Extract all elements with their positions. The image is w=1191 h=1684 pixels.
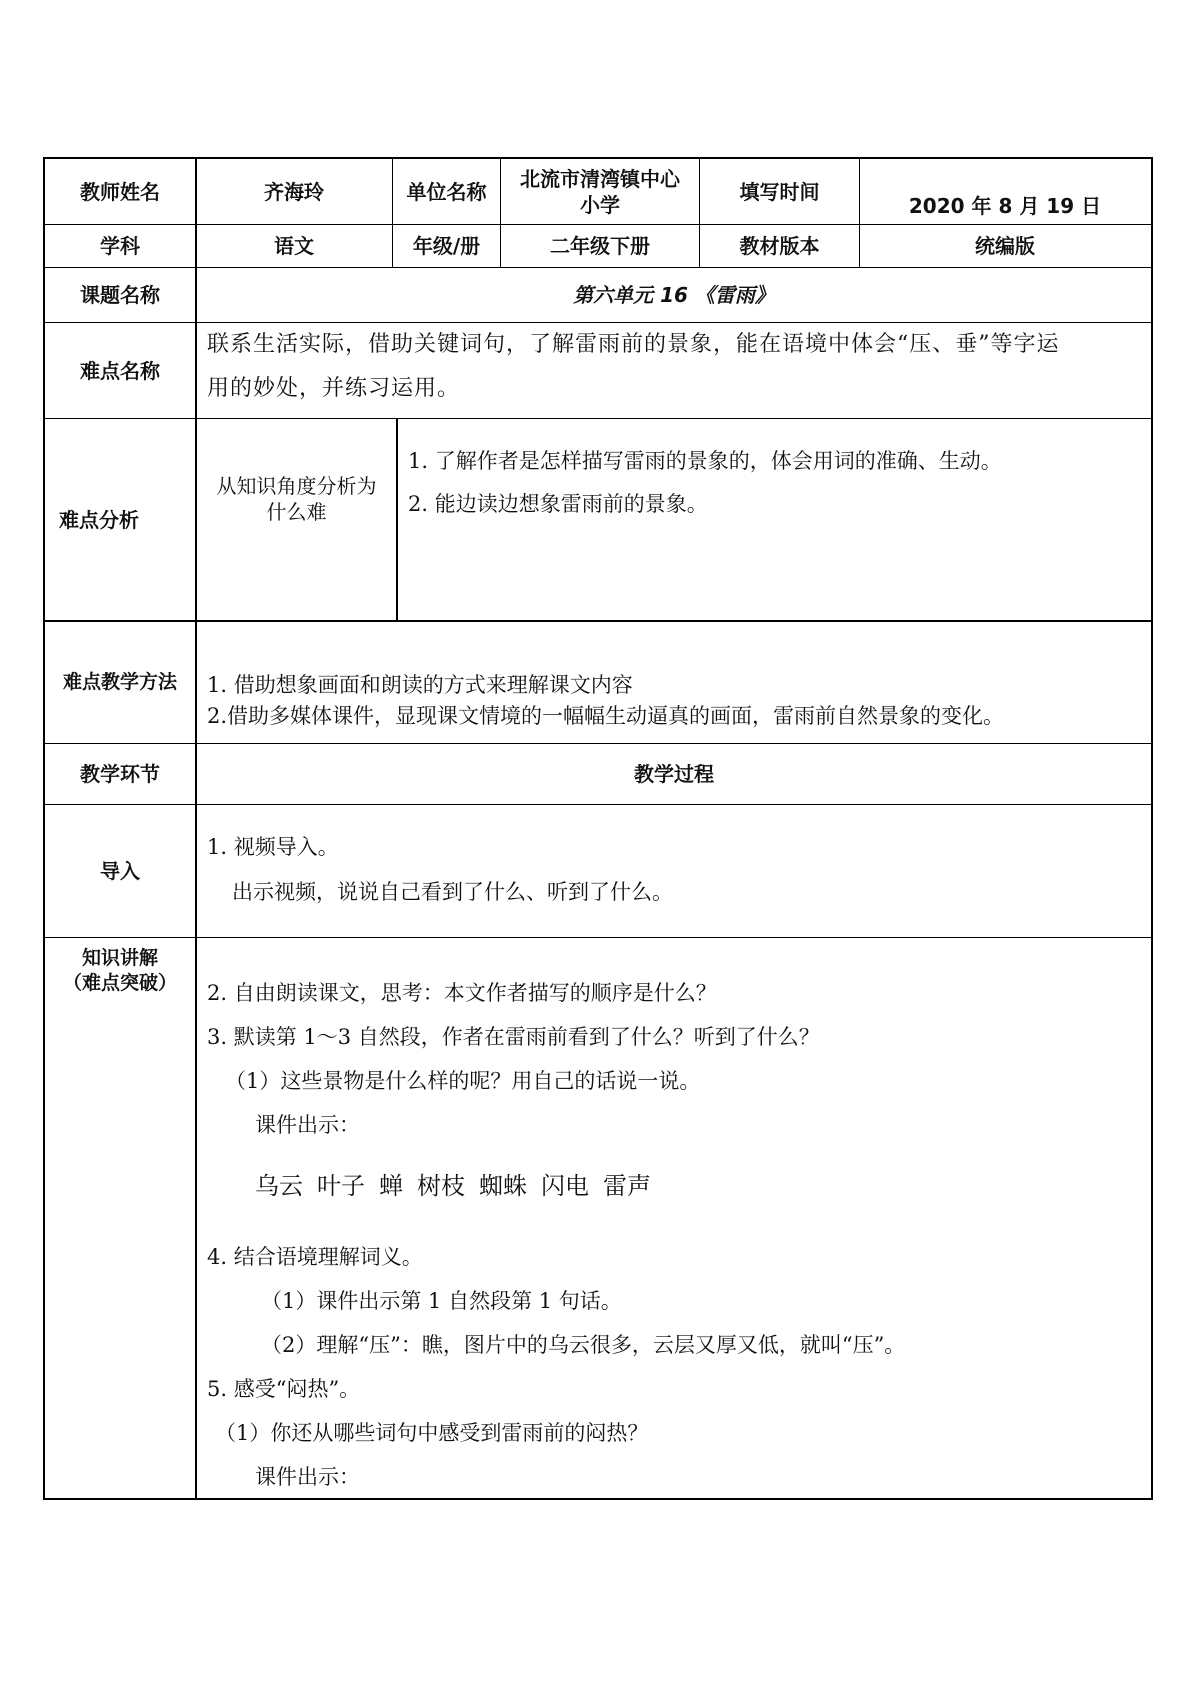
analysis-sub-label [197, 459, 396, 539]
teacher-name-value: 齐海玲 [264, 179, 324, 204]
edition-value: 统编版 [975, 234, 1035, 258]
subject-label: 学科 [100, 234, 140, 258]
knowledge-line: 4. 结合语境理解词义。 [207, 1245, 423, 1269]
intro-label: 导入 [100, 859, 140, 883]
topic-label: 课题名称 [80, 283, 160, 307]
keyword: 闪电 [541, 1172, 589, 1200]
knowledge-line: （1）这些景物是什么样的呢？用自己的话说一说。 [225, 1069, 701, 1093]
analysis-item: 2. 能边读边想象雷雨前的景象。 [408, 492, 708, 516]
knowledge-line: 5. 感受“闷热”。 [207, 1377, 361, 1401]
method-item: 1. 借助想象画面和朗读的方式来理解课文内容 [207, 673, 633, 697]
knowledge-line: （1）你还从哪些词句中感受到雷雨前的闷热？ [215, 1421, 649, 1445]
keyword: 叶子 [317, 1172, 365, 1200]
difficulty-text [207, 323, 1147, 411]
knowledge-line: 课件出示： [255, 1465, 360, 1489]
keyword-list [255, 1166, 665, 1201]
grade-label: 年级/册 [412, 234, 481, 258]
fill-time-label: 填写时间 [739, 179, 820, 204]
row-divider [45, 418, 1151, 419]
knowledge-label [45, 941, 195, 1001]
keyword: 蜘蛛 [479, 1172, 527, 1200]
row-divider [45, 937, 1151, 938]
knowledge-line: 2. 自由朗读课文，思考：本文作者描写的顺序是什么？ [207, 981, 717, 1005]
method-item: 2.借助多媒体课件，显现课文情境的一幅幅生动逼真的画面，雷雨前自然景象的变化。 [207, 704, 1005, 728]
unit-name-label: 单位名称 [406, 179, 487, 204]
row-divider [45, 620, 1151, 622]
keyword: 蝉 [379, 1172, 403, 1200]
difficulty-line: 用的妙处，并练习运用。 [207, 376, 461, 401]
unit-name-line: 北流市清湾镇中心 [520, 166, 680, 191]
unit-name-line: 小学 [580, 192, 620, 217]
keyword: 雷声 [603, 1172, 651, 1200]
knowledge-label-line: 知识讲解 [81, 947, 158, 970]
process-step-label: 教学环节 [80, 762, 160, 786]
analysis-sub-label-line: 从知识角度分析为 [216, 474, 377, 498]
knowledge-line: 3. 默读第 1～3 自然段，作者在雷雨前看到了什么？听到了什么？ [207, 1025, 820, 1049]
column-divider [396, 418, 398, 620]
knowledge-line: 课件出示： [255, 1113, 360, 1137]
lesson-plan-table [43, 157, 1153, 1500]
edition-label: 教材版本 [739, 234, 820, 258]
subject-value: 语文 [274, 234, 314, 258]
teacher-name-label: 教师姓名 [80, 179, 160, 204]
fill-time-value: 2020 年 8 月 19 日 [908, 193, 1102, 218]
knowledge-line: （1）课件出示第 1 自然段第 1 句话。 [261, 1289, 622, 1313]
difficulty-line: 联系生活实际，借助关键词句，了解雷雨前的景象，能在语境中体会“压、垂”等字运 [207, 332, 1060, 357]
keyword: 乌云 [255, 1172, 303, 1200]
grade-value: 二年级下册 [550, 234, 650, 258]
knowledge-line: （2）理解“压”：瞧，图片中的乌云很多，云层又厚又低，就叫“压”。 [261, 1333, 906, 1357]
process-label: 教学过程 [634, 762, 714, 786]
method-label: 难点教学方法 [62, 671, 177, 694]
analysis-label: 难点分析 [59, 507, 139, 532]
keyword: 树枝 [417, 1172, 465, 1200]
column-divider [195, 159, 197, 1498]
unit-name-value [501, 159, 699, 224]
knowledge-label-line: （难点突破） [62, 972, 177, 994]
intro-line: 1. 视频导入。 [207, 835, 339, 859]
topic-value: 第六单元 16 《雷雨》 [573, 283, 775, 307]
difficulty-label: 难点名称 [80, 358, 160, 383]
analysis-sub-label-line: 什么难 [266, 500, 327, 524]
row-divider [45, 804, 1151, 805]
analysis-item: 1. 了解作者是怎样描写雷雨的景象的，体会用词的准确、生动。 [408, 449, 1002, 473]
intro-line: 出示视频，说说自己看到了什么、听到了什么。 [232, 880, 673, 904]
